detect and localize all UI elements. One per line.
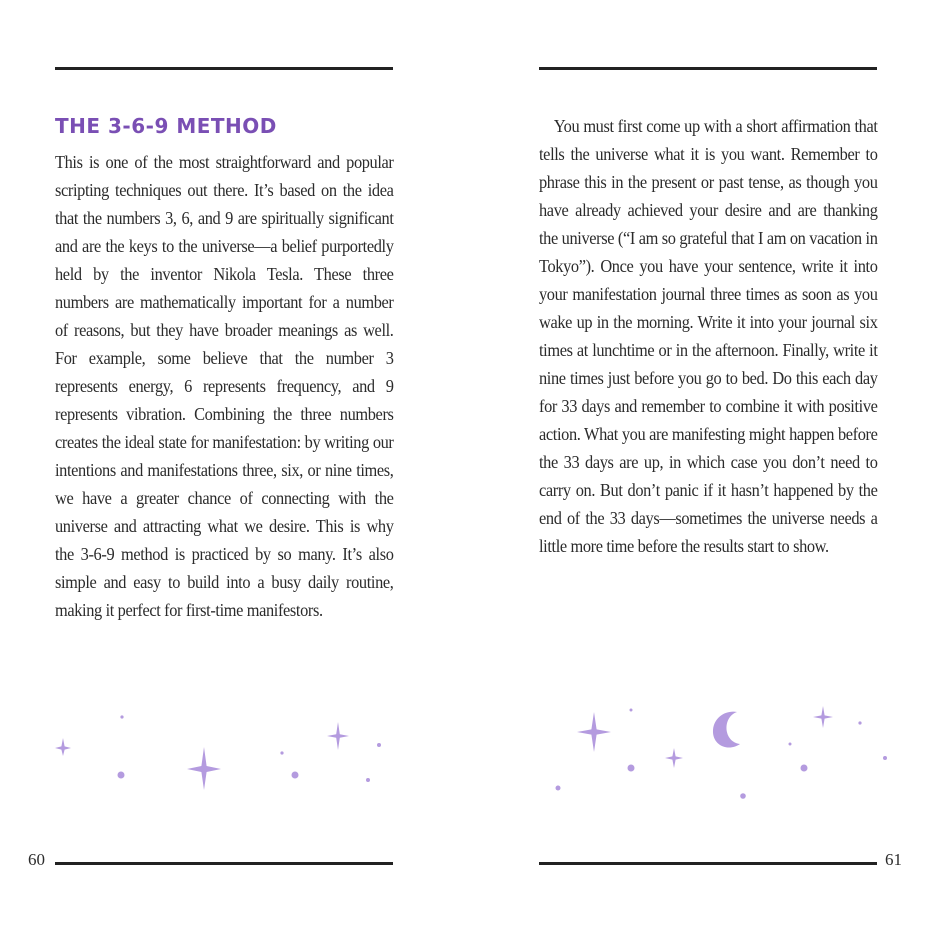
dot-icon xyxy=(377,743,381,747)
left-body-paragraph: This is one of the most straightforward and popular scripting techniques out there. It’s based on the idea that the numbers 3, 6, and 9 are spiritually significant and are the keys to the universe—a belief purportedly held by the inventor Nikola Tesla. These three numbers are mathematically important for a number of reasons, but they have broader meanings as well. For example, some believe that the number 3 represents energy, 6 represents frequency, and 9 represents vibration. Combining the three numbers creates the ideal state for manifestation: by writing our intentions and manifestations three, six, or nine times, we have a greater chance of connecting with the universe and attracting what we desire. This is why the 3-6-9 method is practiced by so many. It’s also simple and easy to build into a busy daily routine, making it perfect for first-time manifestors. xyxy=(55,152,394,620)
star-decoration-right xyxy=(467,690,933,830)
right-body-paragraph: You must first come up with a short affirmation that tells the universe what it is you want. Remember to phrase this in the present or past tense, as though you have already achieved your desire and are thanking the universe (“I am so grateful that I am on vacation in Tokyo”). Once you have your sentence, write it into your manifestation journal three times as soon as you wake up in the morning. Write it into your journal six times at lunchtime or in the afternoon. Finally, write it nine times just before you go to bed. Do this each day for 33 days and remember to combine it with positive action. What you are manifesting might happen before the 33 days are up, in which case you don’t need to carry on. But don’t panic if it hasn’t happened by the end of the 33 days—sometimes the universe needs a little more time before the results start to show. xyxy=(539,116,878,556)
sparkle-icon xyxy=(665,748,683,768)
star-decoration-left xyxy=(0,690,466,830)
dot-icon xyxy=(118,772,125,779)
dot-icon xyxy=(556,786,561,791)
page-number: 61 xyxy=(885,850,902,869)
dot-icon xyxy=(789,743,792,746)
sparkle-icon xyxy=(577,712,611,752)
dot-icon xyxy=(858,721,861,724)
dot-icon xyxy=(630,709,633,712)
crescent-moon-icon xyxy=(713,712,740,748)
top-rule xyxy=(55,67,393,70)
left-page xyxy=(0,0,466,933)
sparkle-icon xyxy=(55,738,71,756)
dot-icon xyxy=(883,756,887,760)
dot-icon xyxy=(292,772,299,779)
dot-icon xyxy=(280,751,283,754)
top-rule xyxy=(539,67,877,70)
bottom-rule xyxy=(55,862,393,865)
section-heading: THE 3-6-9 METHOD xyxy=(55,114,277,138)
dot-icon xyxy=(740,793,746,799)
dot-icon xyxy=(801,765,808,772)
page-number: 60 xyxy=(28,850,45,869)
bottom-rule xyxy=(539,862,877,865)
sparkle-icon xyxy=(327,722,349,750)
sparkle-icon xyxy=(187,747,221,790)
right-page xyxy=(467,0,933,933)
sparkle-icon xyxy=(813,706,833,728)
dot-icon xyxy=(628,765,635,772)
dot-icon xyxy=(120,715,123,718)
dot-icon xyxy=(366,778,370,782)
